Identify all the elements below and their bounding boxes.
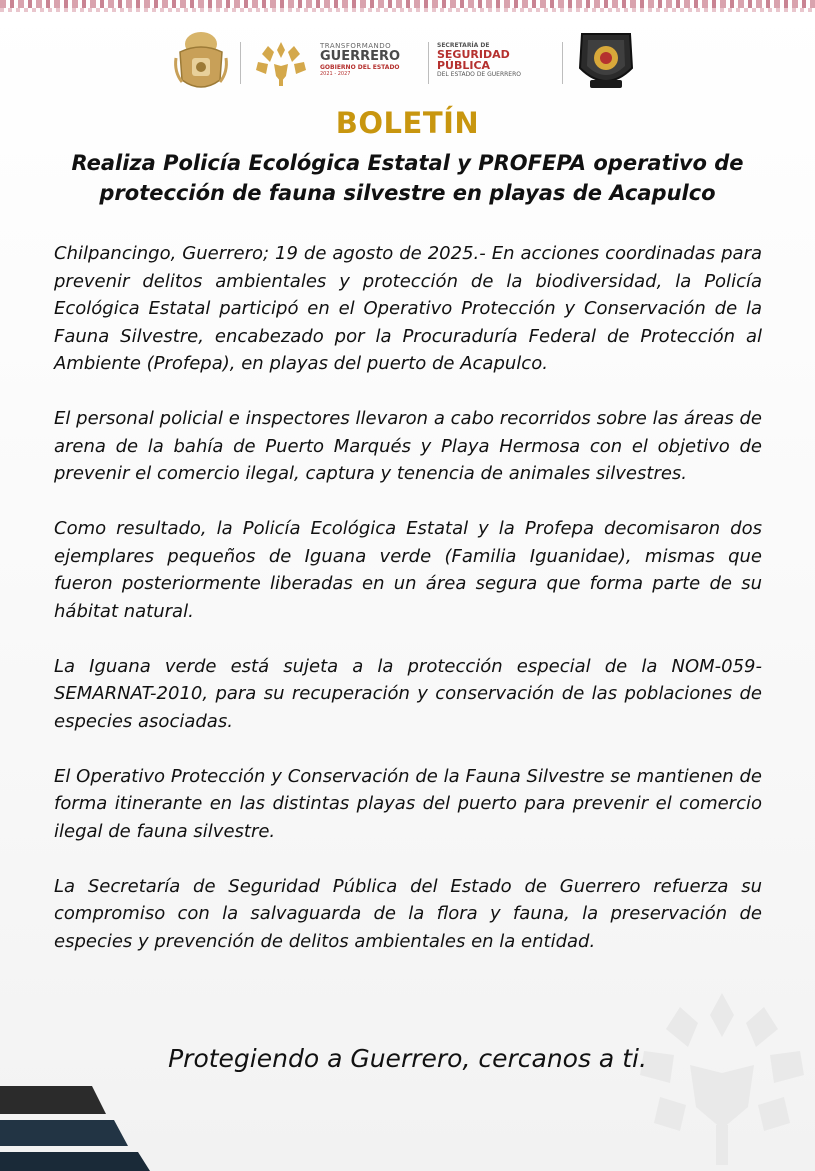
article-body <box>54 240 762 955</box>
article-paragraph: La Iguana verde está sujeta a la protección especial de la NOM-059-SEMARNAT-2010, para su recuperación y conservación de las poblaciones de especies asociadas. <box>54 655 762 732</box>
gobierno-label: GOBIERNO DEL ESTADO <box>320 64 400 71</box>
decorative-top-border <box>0 0 815 12</box>
police-badge-icon <box>574 28 638 94</box>
article-paragraph: Como resultado, la Policía Ecológica Estatal y la Profepa decomisaron dos ejemplares pequeños de Iguana verde (Familia Iguanidae), mismas que fueron posteriormente liberadas en un área segura que forma parte de su hábitat natural. <box>54 518 762 622</box>
headline-line: protección de fauna silvestre en playas de Acapulco <box>99 181 716 205</box>
secretaria-label: SECRETARÍA DE <box>437 42 490 49</box>
guerrero-leaf-logo-icon <box>250 36 312 88</box>
guerrero-label: GUERRERO <box>320 49 401 64</box>
headline <box>60 148 755 208</box>
headline-line: Realiza Policía Ecológica Estatal y PROFEPA operativo de <box>71 151 744 175</box>
article-paragraph: El Operativo Protección y Conservación de la Fauna Silvestre se mantienen de forma itinerante en las distintas playas del puerto para prevenir el comercio ilegal de fauna silvestre. <box>54 765 762 842</box>
header-divider <box>562 42 563 84</box>
transformando-guerrero-logo <box>320 42 425 77</box>
article-paragraph: El personal policial e inspectores llevaron a cabo recorridos sobre las áreas de arena de la bahía de Puerto Marqués y Playa Hermosa con el objetivo de prevenir el comercio ilegal, captura y tenencia de animales silvestres. <box>54 408 762 484</box>
state-coat-of-arms-icon <box>172 28 230 96</box>
seguridad-publica-logo <box>437 42 557 79</box>
publica-label: PÚBLICA <box>437 59 491 72</box>
bulletin-title: BOLETÍN <box>335 106 480 140</box>
header-divider <box>240 42 241 84</box>
seguridad-label: SEGURIDAD <box>437 48 510 61</box>
corner-stripes-decoration <box>0 1080 160 1171</box>
transformando-label: TRANSFORMANDO <box>320 42 392 50</box>
leaf-watermark-icon <box>630 985 815 1171</box>
article-paragraph: La Secretaría de Seguridad Pública del Estado de Guerrero refuerza su compromiso con la salvaguarda de la flora y fauna, la preservación de especies y prevención de delitos ambientales en la entidad. <box>54 875 762 952</box>
header-divider <box>428 42 429 84</box>
period-label: 2021 - 2027 <box>320 71 351 77</box>
estado-label: DEL ESTADO DE GUERRERO <box>437 71 521 78</box>
header-logos <box>0 26 815 98</box>
slogan: Protegiendo a Guerrero, cercanos a ti. <box>168 1044 647 1073</box>
article-paragraph: Chilpancingo, Guerrero; 19 de agosto de 2025.- En acciones coordinadas para prevenir delitos ambientales y protección de la biodiversidad, la Policía Ecológica Estatal participó en el Operativo Protección y Conservación de la Fauna Silvestre, encabezado por la Procuraduría Federal de Protección al Ambiente (Profepa), en playas del puerto de Acapulco. <box>54 243 762 374</box>
